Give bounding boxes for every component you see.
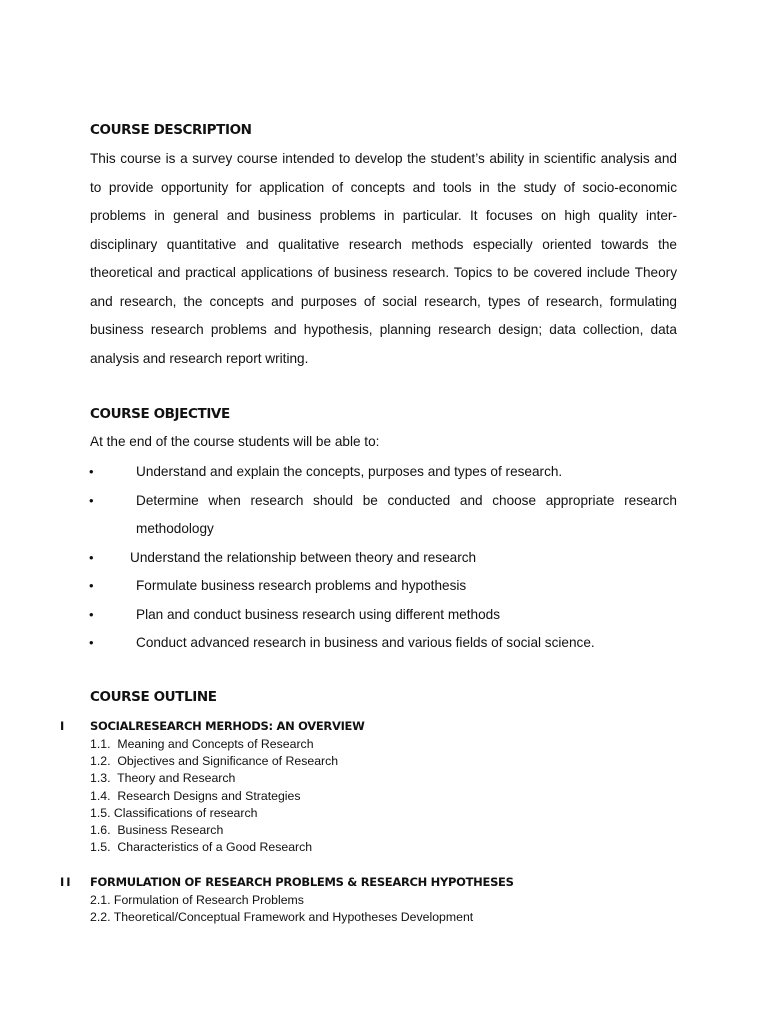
section-number: II: [60, 875, 73, 889]
course-objective-intro: At the end of the course students will be able to:: [90, 434, 380, 449]
topic-item: 2.2. Theoretical/Conceptual Framework and Hypotheses Development: [90, 910, 474, 925]
objective-item: [0, 572, 768, 601]
section-topic-list: [90, 736, 338, 856]
topic-item: 1.2. Objectives and Significance of Research: [90, 754, 339, 769]
course-objective-heading: COURSE OBJECTIVE: [90, 406, 230, 422]
objective-item: [0, 458, 768, 487]
objective-item: [0, 629, 768, 658]
bullet-icon: •: [89, 578, 94, 593]
course-description-heading: COURSE DESCRIPTION: [90, 122, 252, 138]
objective-item: [0, 544, 768, 573]
topic-item: 2.1. Formulation of Research Problems: [90, 893, 304, 907]
objective-text: Conduct advanced research in business and various fields of social science.: [136, 635, 595, 650]
objective-text: Plan and conduct business research using different methods: [136, 606, 500, 622]
objective-text: Formulate business research problems and hypothesis: [136, 578, 467, 593]
bullet-icon: •: [89, 549, 94, 565]
topic-item: 1.5. Classifications of research: [90, 805, 258, 820]
section-title: FORMULATION OF RESEARCH PROBLEMS & RESEARCH HYPOTHESES: [90, 875, 514, 889]
objective-text: Understand the relationship between theory and research: [130, 549, 477, 565]
objective-text: Understand and explain the concepts, purposes and types of research.: [136, 464, 563, 479]
objective-list: [0, 458, 768, 658]
topic-item: 1.6. Business Research: [90, 823, 224, 838]
course-outline-heading: COURSE OUTLINE: [90, 689, 217, 705]
section-number: I: [60, 719, 67, 733]
section-title: SOCIALRESEARCH MERHODS: AN OVERVIEW: [90, 719, 365, 733]
bullet-icon: •: [89, 606, 94, 622]
topic-item: 1.5. Characteristics of a Good Research: [90, 840, 313, 855]
objective-item: [0, 601, 768, 630]
bullet-icon: •: [89, 492, 94, 508]
course-description-body: This course is a survey course intended to develop the student’s ability in scientific analysis and to provide opportunity for application of concepts and tools in the study of socio-economic problems in general and business problems in particular. It focuses on high quality inter-disciplinary quantitative and qualitative research methods especially oriented towards the theoretical and practical applications of business research. Topics to be covered include Theory and research, the concepts and purposes of social research, types of research, formulating business research problems and hypothesis, planning research design; data collection, data analysis and research report writing.: [90, 151, 677, 366]
objective-item: [0, 487, 768, 544]
topic-item: 1.1. Meaning and Concepts of Research: [90, 737, 314, 751]
topic-item: 1.4. Research Designs and Strategies: [90, 788, 301, 803]
section-topic-list: [90, 892, 473, 926]
bullet-icon: •: [89, 464, 94, 479]
topic-item: 1.3. Theory and Research: [90, 771, 236, 786]
objective-text: Determine when research should be conducted and choose appropriate research methodology: [136, 492, 677, 536]
bullet-icon: •: [89, 635, 94, 650]
